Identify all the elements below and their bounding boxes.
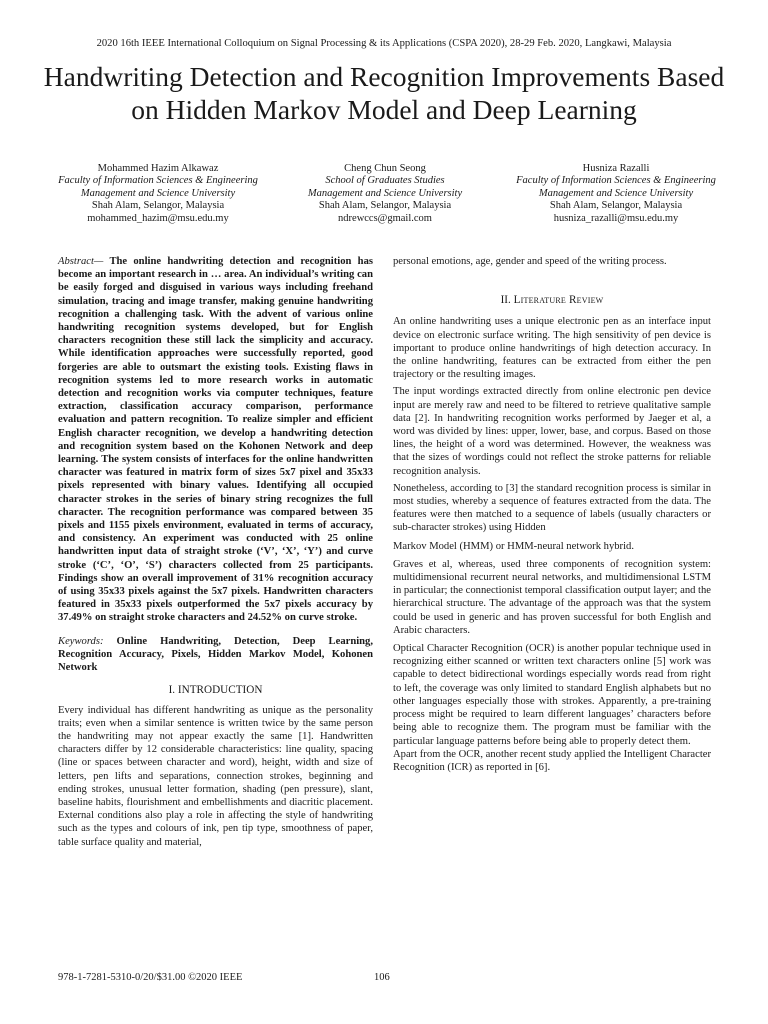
author-name: Mohammed Hazim Alkawaz	[97, 163, 219, 174]
keywords	[58, 635, 373, 675]
lit-paragraph: The input wordings extracted directly from online electronic pen device input are merely raw and need to be filtered to retrieve qualitative sample data [2]. In handwriting recognition works performed by Jaeger et al, a word was divided by lines: upper, lower, base, and corpus. Based on those lines, the height of a word was determined. However, the weakness was that the sizes of wordings could not reflect the stroke patterns for reliable recognition analysis.	[393, 386, 711, 477]
abstract-text: The online handwriting detection and recognition has become an important research in … area. An individual’s writing can be easily forged and disguised in various ways including freehand simulation, tracing and image transfer, making genuine handwriting recognition a challenging task. With the advent of various online handwriting recognition systems developed, but for English characters recognition these still lack the simplicity and accuracy. While identification approaches were successfully reported, good forgeries are able to outsmart the existing tools. Existing flaws in recognition systems led to more research works in automatic detection and recognition works via computer techniques, feature extraction, classification accuracy comparison, performance evaluation and pattern recognition. To realize simpler and efficient English character recognition, we develop a handwriting detection and recognition system based on the Kohonen Network and deep learning. The system consists of interfaces for the online handwritten character was featured in matrix form of sizes 5x7 pixel and 35x33 pixels represented with binary values. Identifying all occupied character strokes in the series of binary string recognizes the full character. The recognition performance was compared between 35 pixels and 1155 pixels environment, evaluated in terms of accuracy, and consistency. An experiment was conducted with 25 online handwritten input data of straight stroke (‘V’, ‘X’, ‘Y’) and curve stroke (‘C’, ‘O’, ‘S’) characters collected from 25 participants. Findings show an overall improvement of 31% recognition accuracy of using 35x33 pixels against the 5x7 pixels. Handwritten characters featured in 35x33 pixels outperformed the 5x7 pixels accuracy by 37.49% on straight stroke characters and 24.52% on curve stroke.	[58, 256, 373, 624]
author-email: ndrewccs@gmail.com	[338, 212, 432, 224]
section-heading-introduction: I. INTRODUCTION	[168, 684, 263, 697]
author-block-3	[516, 163, 716, 225]
author-affiliation: Faculty of Information Sciences & Engineering	[516, 175, 716, 187]
author-name: Husniza Razalli	[582, 163, 650, 174]
author-block-1	[58, 163, 258, 225]
footer-isbn: 978-1-7281-5310-0/20/$31.00 ©2020 IEEE	[58, 972, 243, 983]
intro-paragraph: Every individual has different handwriting as unique as the personality traits; even when a similar sentence is written twice by the same person the handwriting may not appear exactly the same [1]. Handwritten characters differ by 12 considerable characteristics: line quality, spacing (line or spaces between character and word), height, width and size of letters, pen lifts and separations, connection strokes, beginning and ending strokes, unusual letter formation, shading (pen pressure), slant, baseline habits, flourishment and embellishments and diacritic placement. External conditions also play a role in affecting the style of handwriting such as the types and colours of ink, pen tip type, smoothness of paper, table surface quality and material,	[58, 704, 373, 848]
author-location: Shah Alam, Selangor, Malaysia	[549, 200, 683, 212]
author-block-2	[288, 163, 482, 225]
section-title: Literature Review	[513, 294, 604, 307]
lit-paragraph: Optical Character Recognition (OCR) is another popular technique used in recognizing either scanned or written text characters online [5] work was capable to detect bidirectional wordings especially words read from right to left, the coverage was only limited to standard English alphabets but no other languages especially those with strokes. Apparently, a pre-training process might be required to learn different languages’ characters before being able to recognize them. The program must be familiar with the particular language patterns before being able to properly detect them.	[393, 643, 711, 747]
right-column	[393, 255, 711, 774]
author-location: Shah Alam, Selangor, Malaysia	[91, 200, 225, 212]
author-affiliation: School of Graduates Studies	[325, 175, 445, 187]
author-affiliation: Faculty of Information Sciences & Engineering	[58, 175, 258, 187]
keywords-lead: Keywords:	[58, 635, 104, 647]
author-email: mohammed_hazim@msu.edu.my	[87, 212, 229, 224]
conference-header: 2020 16th IEEE International Colloquium on Signal Processing & its Applications (CSPA 2020), 28-29 Feb. 2020, Langkawi, Malaysia	[96, 38, 672, 49]
intro-continuation: personal emotions, age, gender and speed of the writing process.	[393, 256, 667, 267]
keywords-text: Online Handwriting, Detection, Deep Learning, Recognition Accuracy, Pixels, Hidden Markov Model, Kohonen Network	[58, 635, 373, 674]
abstract	[58, 255, 373, 625]
author-institution: Management and Science University	[307, 187, 463, 199]
page-number: 106	[374, 972, 390, 983]
lit-paragraph: Nonetheless, according to [3] the standard recognition process is similar in most studies, whereby a sequence of features extracted from the data. The features were then matched to a sequence of labels (usually characters or sub-character strokes) using Hidden	[393, 482, 711, 534]
left-column	[58, 255, 373, 849]
paper-title: Handwriting Detection and Recognition Improvements Based on Hidden Markov Model and Deep Learning	[43, 61, 725, 125]
lit-paragraph: Graves et al, whereas, used three components of recognition system: multidimensional recurrent neural networks, and multidimensional LSTM in particular; the connectionist temporal classification output layer; and the hierarchical structure. The advantage of the approach was that the system could be used in generic and has proven successful for both English and Arabic characters.	[393, 558, 712, 636]
author-institution: Management and Science University	[538, 187, 694, 199]
author-name: Cheng Chun Seong	[344, 163, 426, 174]
author-location: Shah Alam, Selangor, Malaysia	[318, 200, 452, 212]
section-number: II.	[500, 294, 511, 307]
lit-paragraph: Apart from the OCR, another recent study applied the Intelligent Character Recognition (ICR) as reported in [6].	[393, 748, 711, 773]
section-heading-literature-review	[393, 294, 711, 307]
abstract-lead: Abstract—	[58, 256, 104, 267]
lit-paragraph: Markov Model (HMM) or HMM-neural network hybrid.	[393, 540, 634, 552]
author-email: husniza_razalli@msu.edu.my	[553, 212, 679, 224]
author-institution: Management and Science University	[80, 187, 236, 199]
lit-paragraph: An online handwriting uses a unique electronic pen as an interface input device on electronic surface writing. The high sensitivity of pen device is important to produce online handwritings of high detection accuracy. In the online handwriting, features can be extracted from either the pen trajectory or the resulting images.	[393, 316, 711, 381]
